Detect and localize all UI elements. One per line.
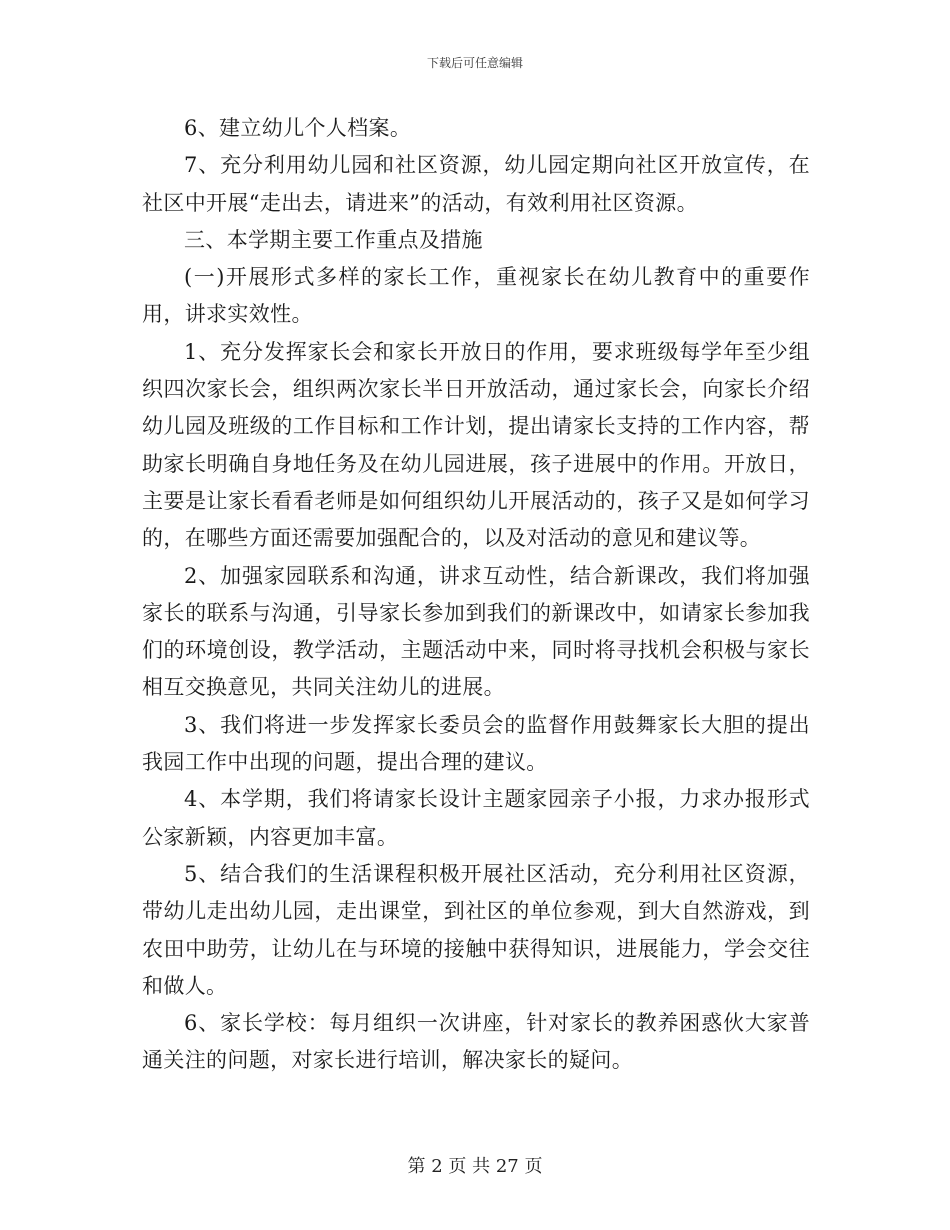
paragraph-2: 7、充分利用幼儿园和社区资源，幼儿园定期向社区开放宣传，在社区中开展“走出去，请进来”的活动，有效利用社区资源。 — [142, 153, 810, 215]
paragraph-item-4: 4、本学期，我们将请家长设计主题家园亲子小报，力求办报形式公家新颖，内容更加丰富。 — [142, 787, 810, 849]
paragraph-item-3: 3、我们将进一步发挥家长委员会的监督作用鼓舞家长大胆的提出我园工作中出现的问题，提出合理的建议。 — [142, 712, 810, 775]
page-header: 下载后可任意编辑 — [426, 56, 523, 70]
subsection-heading: (一)开展形式多样的家长工作，重视家长在幼儿教育中的重要作用，讲求实效性。 — [142, 265, 810, 327]
paragraph-item-2: 2、加强家园联系和沟通，讲求互动性，结合新课改，我们将加强家长的联系与沟通，引导家长参加到我们的新课改中，如请家长参加我们的环境创设，教学活动，主题活动中来，同时将寻找机会积极与家长相互交换意见，共同关注幼儿的进展。 — [142, 563, 810, 700]
section-heading: 三、本学期主要工作重点及措施 — [184, 227, 483, 252]
paragraph-item-1: 1、充分发挥家长会和家长开放日的作用，要求班级每学年至少组织四次家长会，组织两次家长半日开放活动，通过家长会，向家长介绍幼儿园及班级的工作目标和工作计划，提出请家长支持的工作内容，帮助家长明确自身地任务及在幼儿园进展，孩子进展中的作用。开放日，主要是让家长看看老师是如何组织幼儿开展活动的，孩子又是如何学习的，在哪些方面还需要加强配合的，以及对活动的意见和建议等。 — [142, 339, 810, 551]
paragraph-item-6: 6、家长学校：每月组织一次讲座，针对家长的教养困惑伙大家普通关注的问题，对家长进行培训，解决家长的疑问。 — [142, 1011, 810, 1073]
paragraph-1: 6、建立幼儿个人档案。 — [184, 116, 412, 140]
page-number: 第 2 页 共 27 页 — [407, 1156, 543, 1177]
paragraph-item-5: 5、结合我们的生活课程积极开展社区活动，充分利用社区资源，带幼儿走出幼儿园，走出课堂，到社区的单位参观，到大自然游戏，到农田中助劳，让幼儿在与环境的接触中获得知识，进展能力，学会交往和做人。 — [142, 861, 810, 998]
document-body — [142, 110, 810, 1080]
